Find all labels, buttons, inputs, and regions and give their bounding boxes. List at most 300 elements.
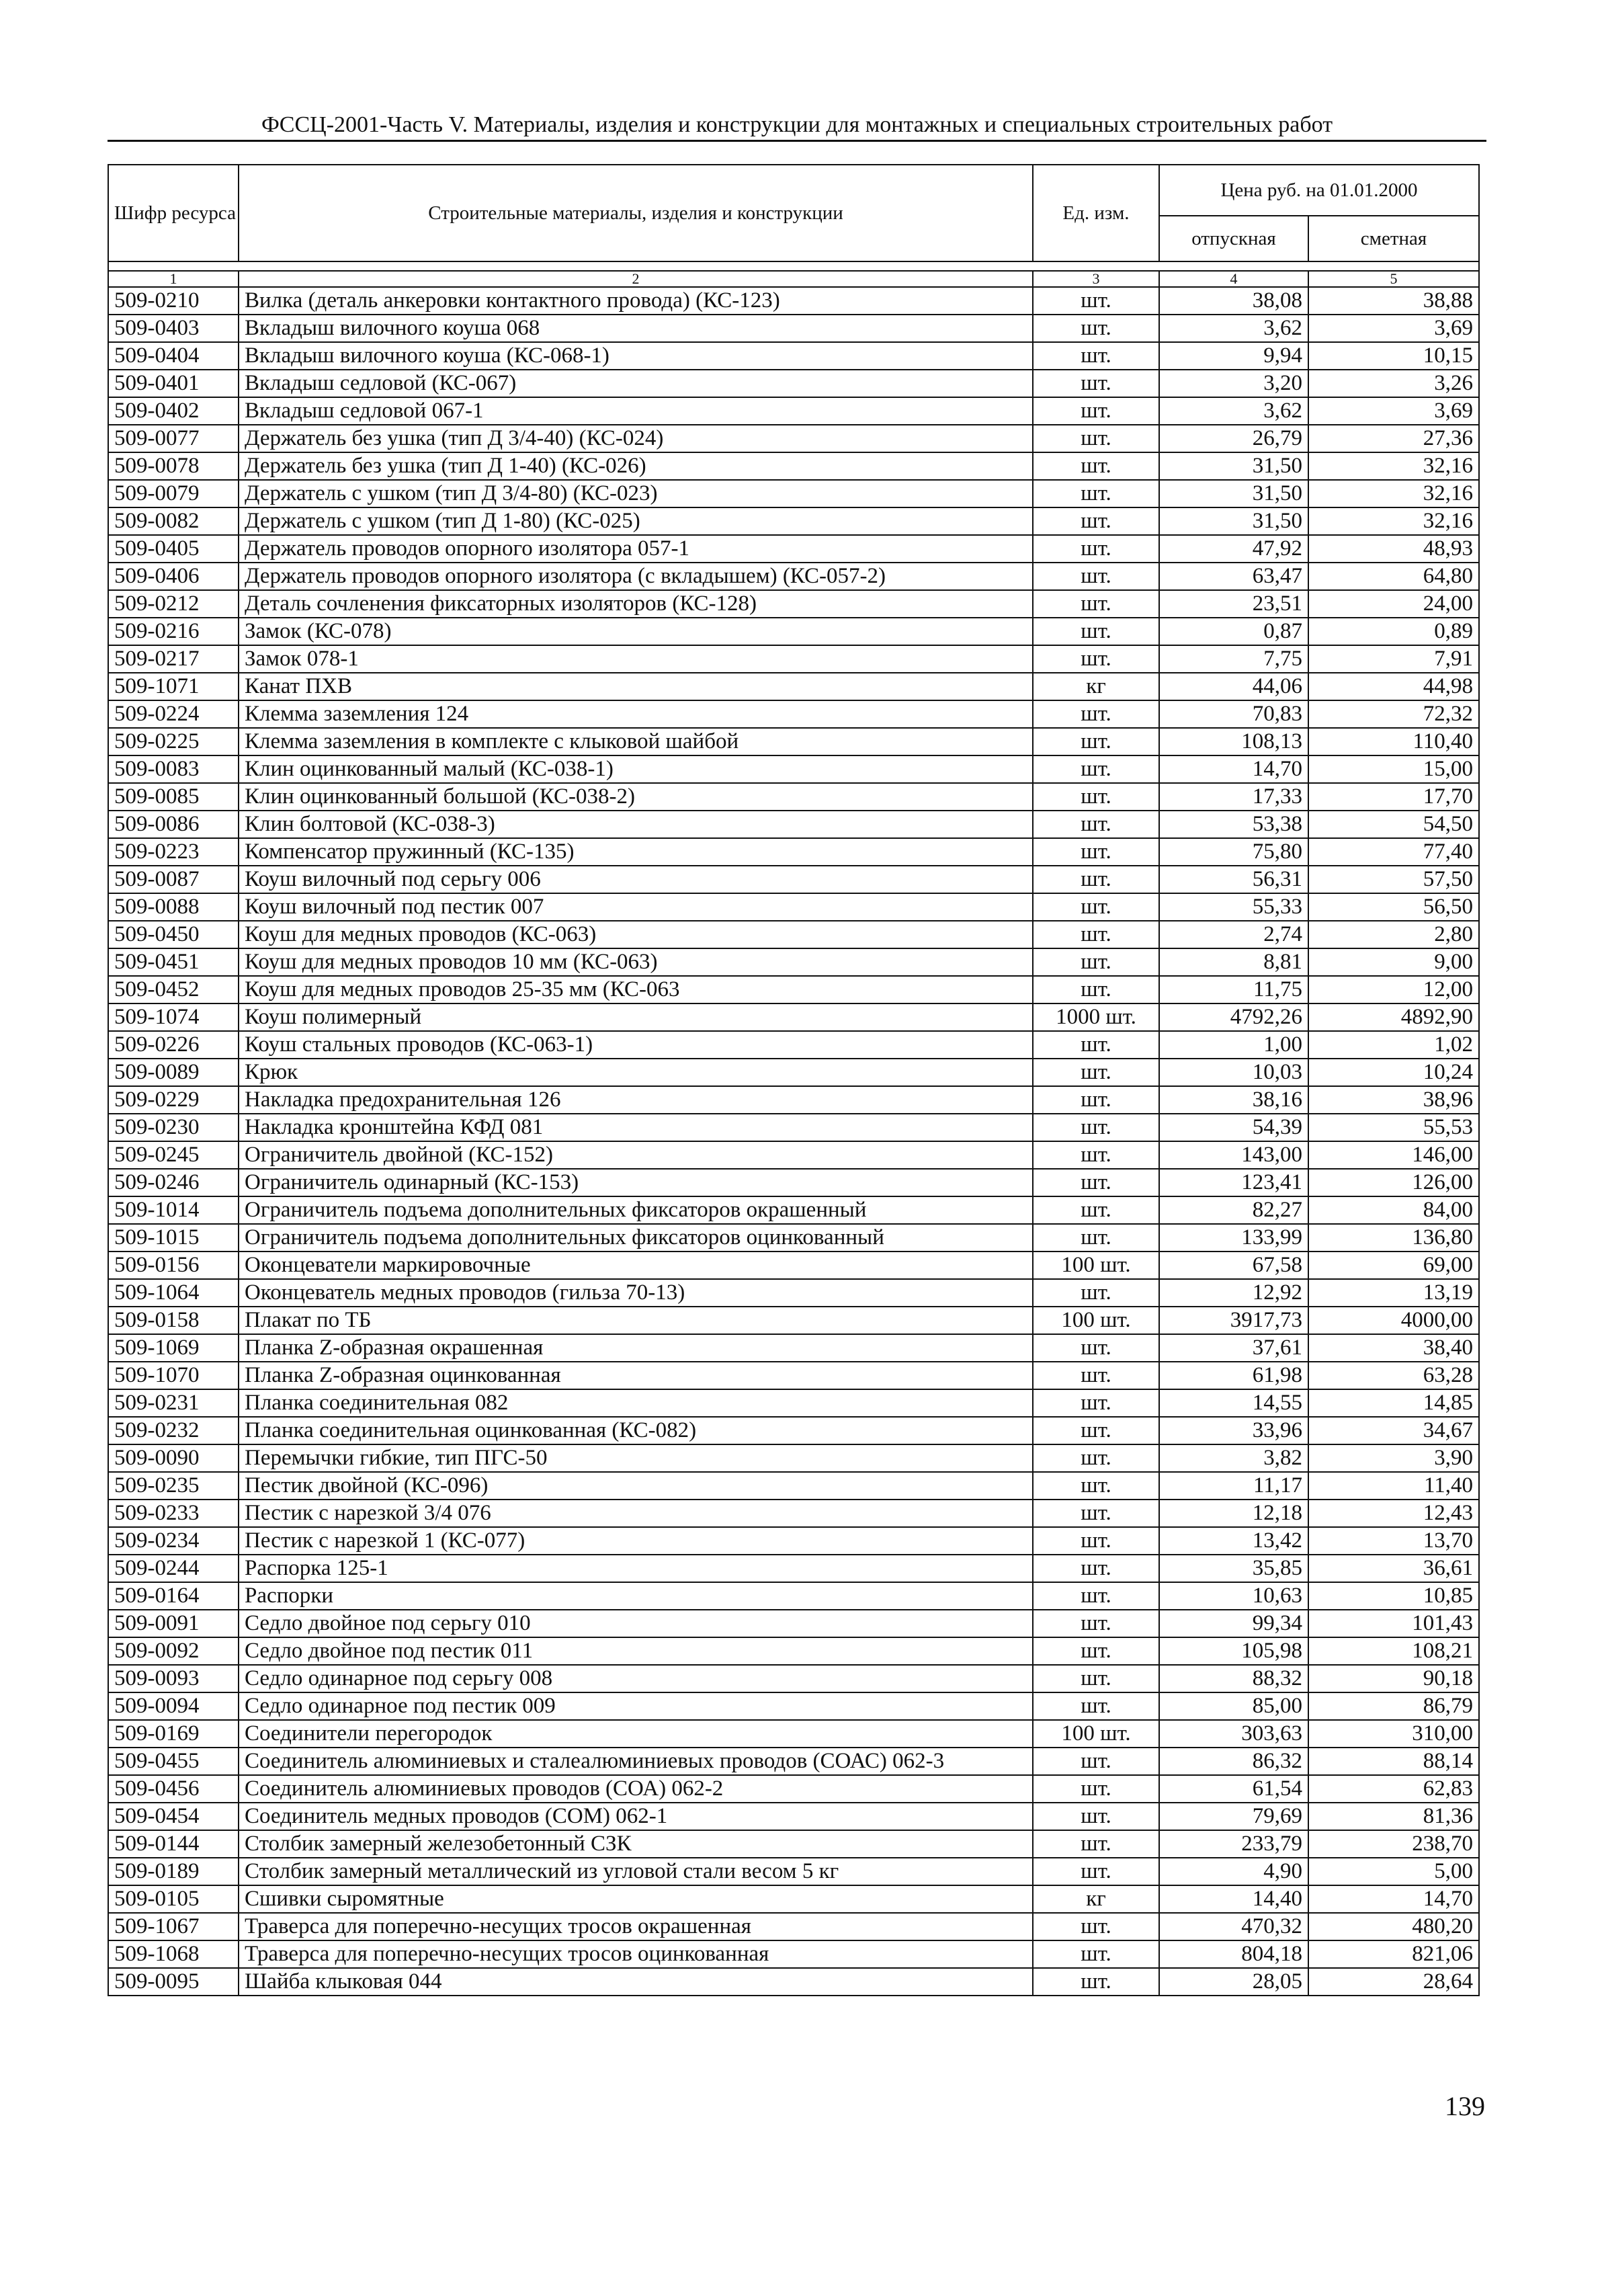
cell-price-estimate: 11,40 — [1308, 1472, 1479, 1500]
table-row — [108, 1885, 1479, 1913]
cell-price-estimate: 10,15 — [1308, 342, 1479, 370]
cell-name: Соединитель алюминиевых и сталеалюминиевых проводов (СОАС) 062-3 — [239, 1748, 1033, 1775]
cell-price-release: 10,63 — [1159, 1582, 1308, 1610]
cell-price-release: 31,50 — [1159, 507, 1308, 535]
cell-code: 509-0406 — [108, 563, 239, 590]
table-row — [108, 1968, 1479, 1996]
cell-price-estimate: 36,61 — [1308, 1555, 1479, 1582]
cell-name: Коуш для медных проводов 25-35 мм (КС-063 — [239, 976, 1033, 1003]
cell-price-release: 37,61 — [1159, 1334, 1308, 1362]
cell-code: 509-0091 — [108, 1610, 239, 1637]
cell-price-estimate: 17,70 — [1308, 783, 1479, 811]
cell-code: 509-0083 — [108, 755, 239, 783]
cell-code: 509-0088 — [108, 893, 239, 921]
table-row — [108, 1527, 1479, 1555]
table-row — [108, 480, 1479, 507]
cell-price-release: 31,50 — [1159, 480, 1308, 507]
cell-price-release: 123,41 — [1159, 1169, 1308, 1196]
cell-code: 509-1068 — [108, 1940, 239, 1968]
table-row — [108, 563, 1479, 590]
cell-price-estimate: 27,36 — [1308, 425, 1479, 452]
cell-code: 509-0079 — [108, 480, 239, 507]
cell-price-estimate: 3,69 — [1308, 397, 1479, 425]
table-row — [108, 315, 1479, 342]
cell-code: 509-0085 — [108, 783, 239, 811]
cell-code: 509-1071 — [108, 673, 239, 700]
cell-price-release: 12,92 — [1159, 1279, 1308, 1307]
cell-price-release: 28,05 — [1159, 1968, 1308, 1996]
cell-unit: шт. — [1033, 948, 1159, 976]
cell-unit: шт. — [1033, 838, 1159, 866]
column-number: 1 — [108, 271, 239, 287]
cell-unit: шт. — [1033, 1968, 1159, 1996]
cell-price-estimate: 310,00 — [1308, 1720, 1479, 1748]
cell-name: Вкладыш седловой 067-1 — [239, 397, 1033, 425]
cell-price-release: 23,51 — [1159, 590, 1308, 618]
cell-unit: шт. — [1033, 535, 1159, 563]
cell-code: 509-0229 — [108, 1086, 239, 1114]
cell-price-estimate: 81,36 — [1308, 1803, 1479, 1830]
table-row — [108, 811, 1479, 838]
cell-price-estimate: 3,90 — [1308, 1444, 1479, 1472]
cell-name: Клин оцинкованный малый (КС-038-1) — [239, 755, 1033, 783]
cell-code: 509-0225 — [108, 728, 239, 755]
cell-code: 509-0405 — [108, 535, 239, 563]
cell-unit: шт. — [1033, 1748, 1159, 1775]
cell-name: Столбик замерный металлический из угловой стали весом 5 кг — [239, 1858, 1033, 1885]
table-row — [108, 1665, 1479, 1692]
table-row — [108, 1830, 1479, 1858]
cell-price-estimate: 238,70 — [1308, 1830, 1479, 1858]
cell-price-release: 14,55 — [1159, 1389, 1308, 1417]
cell-code: 509-0189 — [108, 1858, 239, 1885]
table-row — [108, 1224, 1479, 1252]
cell-unit: шт. — [1033, 1141, 1159, 1169]
cell-name: Соединители перегородок — [239, 1720, 1033, 1748]
cell-price-estimate: 821,06 — [1308, 1940, 1479, 1968]
cell-price-release: 55,33 — [1159, 893, 1308, 921]
table-row — [108, 783, 1479, 811]
cell-name: Траверса для поперечно-несущих тросов оцинкованная — [239, 1940, 1033, 1968]
cell-code: 509-0216 — [108, 618, 239, 645]
cell-name: Коуш вилочный под пестик 007 — [239, 893, 1033, 921]
table-row — [108, 700, 1479, 728]
cell-unit: шт. — [1033, 1775, 1159, 1803]
cell-name: Держатель без ушка (тип Д 3/4-40) (КС-024) — [239, 425, 1033, 452]
column-header-unit: Ед. изм. — [1033, 165, 1159, 261]
cell-code: 509-0212 — [108, 590, 239, 618]
cell-price-estimate: 90,18 — [1308, 1665, 1479, 1692]
cell-unit: шт. — [1033, 287, 1159, 315]
cell-unit: шт. — [1033, 1417, 1159, 1444]
cell-code: 509-1070 — [108, 1362, 239, 1389]
cell-unit: шт. — [1033, 1803, 1159, 1830]
page-number: 139 — [1445, 2091, 1485, 2121]
table-row — [108, 1803, 1479, 1830]
cell-code: 509-0233 — [108, 1500, 239, 1527]
cell-unit: шт. — [1033, 1830, 1159, 1858]
cell-price-release: 0,87 — [1159, 618, 1308, 645]
cell-price-release: 35,85 — [1159, 1555, 1308, 1582]
cell-code: 509-0223 — [108, 838, 239, 866]
cell-price-release: 13,42 — [1159, 1527, 1308, 1555]
cell-name: Планка соединительная оцинкованная (КС-082) — [239, 1417, 1033, 1444]
table-row — [108, 755, 1479, 783]
cell-price-estimate: 32,16 — [1308, 480, 1479, 507]
table-row — [108, 1252, 1479, 1279]
cell-code: 509-0094 — [108, 1692, 239, 1720]
cell-unit: шт. — [1033, 728, 1159, 755]
cell-unit: шт. — [1033, 1637, 1159, 1665]
table-row — [108, 342, 1479, 370]
cell-unit: шт. — [1033, 893, 1159, 921]
cell-unit: шт. — [1033, 1527, 1159, 1555]
table-row — [108, 645, 1479, 673]
table-row — [108, 1913, 1479, 1940]
cell-price-release: 4792,26 — [1159, 1003, 1308, 1031]
cell-code: 509-0403 — [108, 315, 239, 342]
cell-price-release: 9,94 — [1159, 342, 1308, 370]
cell-code: 509-1015 — [108, 1224, 239, 1252]
cell-price-estimate: 146,00 — [1308, 1141, 1479, 1169]
cell-name: Оконцеватель медных проводов (гильза 70-13) — [239, 1279, 1033, 1307]
cell-code: 509-0158 — [108, 1307, 239, 1334]
cell-price-estimate: 64,80 — [1308, 563, 1479, 590]
cell-price-release: 56,31 — [1159, 866, 1308, 893]
table-row — [108, 1500, 1479, 1527]
table-row — [108, 452, 1479, 480]
cell-name: Вкладыш седловой (КС-067) — [239, 370, 1033, 397]
cell-name: Держатель без ушка (тип Д 1-40) (КС-026) — [239, 452, 1033, 480]
cell-price-release: 88,32 — [1159, 1665, 1308, 1692]
cell-code: 509-0078 — [108, 452, 239, 480]
cell-price-release: 3,20 — [1159, 370, 1308, 397]
cell-code: 509-0156 — [108, 1252, 239, 1279]
cell-unit: шт. — [1033, 866, 1159, 893]
cell-name: Держатель проводов опорного изолятора 057-1 — [239, 535, 1033, 563]
cell-name: Держатель с ушком (тип Д 3/4-80) (КС-023) — [239, 480, 1033, 507]
cell-unit: шт. — [1033, 1858, 1159, 1885]
cell-name: Седло двойное под пестик 011 — [239, 1637, 1033, 1665]
cell-price-estimate: 69,00 — [1308, 1252, 1479, 1279]
cell-unit: шт. — [1033, 425, 1159, 452]
column-number: 2 — [239, 271, 1033, 287]
table-row — [108, 507, 1479, 535]
cell-code: 509-0086 — [108, 811, 239, 838]
cell-name: Деталь сочленения фиксаторных изоляторов (КС-128) — [239, 590, 1033, 618]
cell-name: Ограничитель подъема дополнительных фиксаторов оцинкованный — [239, 1224, 1033, 1252]
cell-price-estimate: 1,02 — [1308, 1031, 1479, 1059]
cell-name: Коуш для медных проводов 10 мм (КС-063) — [239, 948, 1033, 976]
cell-code: 509-0401 — [108, 370, 239, 397]
cell-unit: шт. — [1033, 700, 1159, 728]
cell-unit: шт. — [1033, 1940, 1159, 1968]
header-spacer — [108, 261, 1479, 271]
table-row — [108, 425, 1479, 452]
table-row — [108, 1775, 1479, 1803]
cell-unit: шт. — [1033, 811, 1159, 838]
cell-name: Пестик двойной (КС-096) — [239, 1472, 1033, 1500]
cell-unit: шт. — [1033, 1334, 1159, 1362]
cell-price-release: 4,90 — [1159, 1858, 1308, 1885]
cell-price-estimate: 0,89 — [1308, 618, 1479, 645]
cell-price-estimate: 14,70 — [1308, 1885, 1479, 1913]
cell-unit: шт. — [1033, 755, 1159, 783]
table-row — [108, 728, 1479, 755]
cell-unit: 1000 шт. — [1033, 1003, 1159, 1031]
table-row — [108, 1114, 1479, 1141]
cell-price-release: 10,03 — [1159, 1059, 1308, 1086]
cell-price-release: 470,32 — [1159, 1913, 1308, 1940]
cell-code: 509-0452 — [108, 976, 239, 1003]
page-header-title: ФССЦ-2001-Часть V. Материалы, изделия и конструкции для монтажных и специальных строительных работ — [261, 112, 1333, 137]
cell-unit: шт. — [1033, 1692, 1159, 1720]
cell-code: 509-0245 — [108, 1141, 239, 1169]
cell-price-estimate: 136,80 — [1308, 1224, 1479, 1252]
cell-name: Седло одинарное под пестик 009 — [239, 1692, 1033, 1720]
column-header-code: Шифр ресурса — [108, 165, 239, 261]
column-header-price-release: отпускная — [1159, 216, 1308, 261]
table-row — [108, 1444, 1479, 1472]
cell-price-release: 54,39 — [1159, 1114, 1308, 1141]
price-table — [108, 164, 1480, 1996]
cell-price-release: 38,16 — [1159, 1086, 1308, 1114]
cell-unit: шт. — [1033, 1444, 1159, 1472]
cell-name: Коуш полимерный — [239, 1003, 1033, 1031]
cell-unit: шт. — [1033, 480, 1159, 507]
table-row — [108, 866, 1479, 893]
cell-price-release: 63,47 — [1159, 563, 1308, 590]
cell-price-release: 7,75 — [1159, 645, 1308, 673]
table-row — [108, 1307, 1479, 1334]
table-row — [108, 976, 1479, 1003]
cell-unit: шт. — [1033, 1362, 1159, 1389]
table-row — [108, 618, 1479, 645]
cell-price-estimate: 10,24 — [1308, 1059, 1479, 1086]
cell-unit: 100 шт. — [1033, 1252, 1159, 1279]
cell-name: Соединитель медных проводов (СОМ) 062-1 — [239, 1803, 1033, 1830]
cell-price-release: 233,79 — [1159, 1830, 1308, 1858]
cell-price-estimate: 88,14 — [1308, 1748, 1479, 1775]
table-row — [108, 1279, 1479, 1307]
cell-name: Вкладыш вилочного коуша 068 — [239, 315, 1033, 342]
cell-price-release: 3917,73 — [1159, 1307, 1308, 1334]
cell-price-estimate: 38,40 — [1308, 1334, 1479, 1362]
cell-price-estimate: 13,70 — [1308, 1527, 1479, 1555]
cell-name: Клин оцинкованный большой (КС-038-2) — [239, 783, 1033, 811]
cell-price-release: 99,34 — [1159, 1610, 1308, 1637]
cell-price-estimate: 32,16 — [1308, 507, 1479, 535]
cell-unit: шт. — [1033, 1196, 1159, 1224]
cell-code: 509-0246 — [108, 1169, 239, 1196]
cell-price-release: 47,92 — [1159, 535, 1308, 563]
table-row — [108, 590, 1479, 618]
column-number: 3 — [1033, 271, 1159, 287]
cell-code: 509-0226 — [108, 1031, 239, 1059]
cell-unit: шт. — [1033, 1555, 1159, 1582]
cell-price-release: 133,99 — [1159, 1224, 1308, 1252]
table-row — [108, 1362, 1479, 1389]
cell-price-release: 11,17 — [1159, 1472, 1308, 1500]
cell-price-estimate: 28,64 — [1308, 1968, 1479, 1996]
cell-price-release: 3,62 — [1159, 397, 1308, 425]
cell-name: Шайба клыковая 044 — [239, 1968, 1033, 1996]
table-row — [108, 1389, 1479, 1417]
cell-price-estimate: 34,67 — [1308, 1417, 1479, 1444]
column-number: 5 — [1308, 271, 1479, 287]
cell-code: 509-0235 — [108, 1472, 239, 1500]
cell-code: 509-0089 — [108, 1059, 239, 1086]
cell-unit: шт. — [1033, 452, 1159, 480]
cell-price-release: 143,00 — [1159, 1141, 1308, 1169]
cell-unit: шт. — [1033, 563, 1159, 590]
cell-unit: шт. — [1033, 1472, 1159, 1500]
cell-price-estimate: 126,00 — [1308, 1169, 1479, 1196]
cell-code: 509-0404 — [108, 342, 239, 370]
cell-code: 509-0224 — [108, 700, 239, 728]
cell-code: 509-1069 — [108, 1334, 239, 1362]
cell-code: 509-1014 — [108, 1196, 239, 1224]
cell-name: Коуш вилочный под серьгу 006 — [239, 866, 1033, 893]
cell-unit: шт. — [1033, 507, 1159, 535]
cell-code: 509-0095 — [108, 1968, 239, 1996]
cell-price-estimate: 63,28 — [1308, 1362, 1479, 1389]
cell-price-estimate: 77,40 — [1308, 838, 1479, 866]
cell-name: Клемма заземления 124 — [239, 700, 1033, 728]
cell-unit: шт. — [1033, 370, 1159, 397]
cell-code: 509-0402 — [108, 397, 239, 425]
cell-price-release: 86,32 — [1159, 1748, 1308, 1775]
cell-name: Накладка кронштейна КФД 081 — [239, 1114, 1033, 1141]
cell-price-estimate: 13,19 — [1308, 1279, 1479, 1307]
cell-price-estimate: 9,00 — [1308, 948, 1479, 976]
cell-price-release: 82,27 — [1159, 1196, 1308, 1224]
table-row — [108, 1031, 1479, 1059]
cell-code: 509-0164 — [108, 1582, 239, 1610]
cell-price-release: 2,74 — [1159, 921, 1308, 948]
cell-price-estimate: 15,00 — [1308, 755, 1479, 783]
cell-code: 509-0087 — [108, 866, 239, 893]
cell-price-estimate: 38,88 — [1308, 287, 1479, 315]
cell-name: Вкладыш вилочного коуша (КС-068-1) — [239, 342, 1033, 370]
cell-unit: шт. — [1033, 1913, 1159, 1940]
cell-price-estimate: 72,32 — [1308, 700, 1479, 728]
cell-code: 509-0144 — [108, 1830, 239, 1858]
cell-name: Крюк — [239, 1059, 1033, 1086]
cell-name: Клемма заземления в комплекте с клыковой шайбой — [239, 728, 1033, 755]
cell-unit: шт. — [1033, 783, 1159, 811]
cell-price-estimate: 48,93 — [1308, 535, 1479, 563]
table-row — [108, 1610, 1479, 1637]
cell-code: 509-0454 — [108, 1803, 239, 1830]
cell-unit: 100 шт. — [1033, 1307, 1159, 1334]
cell-price-estimate: 4892,90 — [1308, 1003, 1479, 1031]
cell-price-release: 14,40 — [1159, 1885, 1308, 1913]
cell-unit: шт. — [1033, 1389, 1159, 1417]
cell-price-release: 38,08 — [1159, 287, 1308, 315]
cell-unit: кг — [1033, 673, 1159, 700]
cell-price-estimate: 44,98 — [1308, 673, 1479, 700]
cell-code: 509-0244 — [108, 1555, 239, 1582]
cell-code: 509-0230 — [108, 1114, 239, 1141]
cell-unit: кг — [1033, 1885, 1159, 1913]
cell-unit: шт. — [1033, 397, 1159, 425]
cell-name: Седло одинарное под серьгу 008 — [239, 1665, 1033, 1692]
cell-price-estimate: 5,00 — [1308, 1858, 1479, 1885]
table-row — [108, 921, 1479, 948]
cell-price-estimate: 62,83 — [1308, 1775, 1479, 1803]
cell-unit: шт. — [1033, 1500, 1159, 1527]
table-row — [108, 1086, 1479, 1114]
cell-code: 509-0456 — [108, 1775, 239, 1803]
cell-price-release: 85,00 — [1159, 1692, 1308, 1720]
cell-code: 509-0090 — [108, 1444, 239, 1472]
cell-unit: шт. — [1033, 618, 1159, 645]
cell-price-estimate: 101,43 — [1308, 1610, 1479, 1637]
cell-name: Распорка 125-1 — [239, 1555, 1033, 1582]
cell-name: Клин болтовой (КС-038-3) — [239, 811, 1033, 838]
cell-price-release: 79,69 — [1159, 1803, 1308, 1830]
table-row — [108, 1334, 1479, 1362]
cell-name: Пестик с нарезкой 1 (КС-077) — [239, 1527, 1033, 1555]
cell-code: 509-0451 — [108, 948, 239, 976]
cell-code: 509-0455 — [108, 1748, 239, 1775]
cell-code: 509-1064 — [108, 1279, 239, 1307]
cell-price-estimate: 4000,00 — [1308, 1307, 1479, 1334]
cell-price-estimate: 7,91 — [1308, 645, 1479, 673]
cell-price-release: 3,82 — [1159, 1444, 1308, 1472]
table-row — [108, 1582, 1479, 1610]
cell-price-estimate: 110,40 — [1308, 728, 1479, 755]
cell-price-release: 61,98 — [1159, 1362, 1308, 1389]
cell-name: Канат ПХВ — [239, 673, 1033, 700]
cell-code: 509-1067 — [108, 1913, 239, 1940]
cell-price-release: 14,70 — [1159, 755, 1308, 783]
column-header-price-group: Цена руб. на 01.01.2000 — [1159, 165, 1479, 216]
cell-price-release: 26,79 — [1159, 425, 1308, 452]
cell-unit: шт. — [1033, 1031, 1159, 1059]
cell-price-release: 70,83 — [1159, 700, 1308, 728]
cell-code: 509-0093 — [108, 1665, 239, 1692]
cell-code: 509-0234 — [108, 1527, 239, 1555]
cell-price-release: 33,96 — [1159, 1417, 1308, 1444]
cell-code: 509-1074 — [108, 1003, 239, 1031]
column-header-price-estimate: сметная — [1308, 216, 1479, 261]
cell-price-release: 53,38 — [1159, 811, 1308, 838]
cell-price-estimate: 55,53 — [1308, 1114, 1479, 1141]
cell-code: 509-0231 — [108, 1389, 239, 1417]
cell-price-estimate: 54,50 — [1308, 811, 1479, 838]
cell-unit: 100 шт. — [1033, 1720, 1159, 1748]
cell-price-estimate: 24,00 — [1308, 590, 1479, 618]
cell-price-release: 1,00 — [1159, 1031, 1308, 1059]
cell-code: 509-0092 — [108, 1637, 239, 1665]
cell-price-release: 75,80 — [1159, 838, 1308, 866]
cell-unit: шт. — [1033, 1224, 1159, 1252]
cell-price-estimate: 57,50 — [1308, 866, 1479, 893]
cell-name: Распорки — [239, 1582, 1033, 1610]
cell-price-estimate: 3,26 — [1308, 370, 1479, 397]
cell-name: Замок (КС-078) — [239, 618, 1033, 645]
cell-price-release: 61,54 — [1159, 1775, 1308, 1803]
cell-price-release: 67,58 — [1159, 1252, 1308, 1279]
table-row — [108, 1196, 1479, 1224]
table-row — [108, 838, 1479, 866]
table-row — [108, 1748, 1479, 1775]
cell-name: Держатель проводов опорного изолятора (с вкладышем) (КС-057-2) — [239, 563, 1033, 590]
cell-name: Компенсатор пружинный (КС-135) — [239, 838, 1033, 866]
table-row — [108, 287, 1479, 315]
